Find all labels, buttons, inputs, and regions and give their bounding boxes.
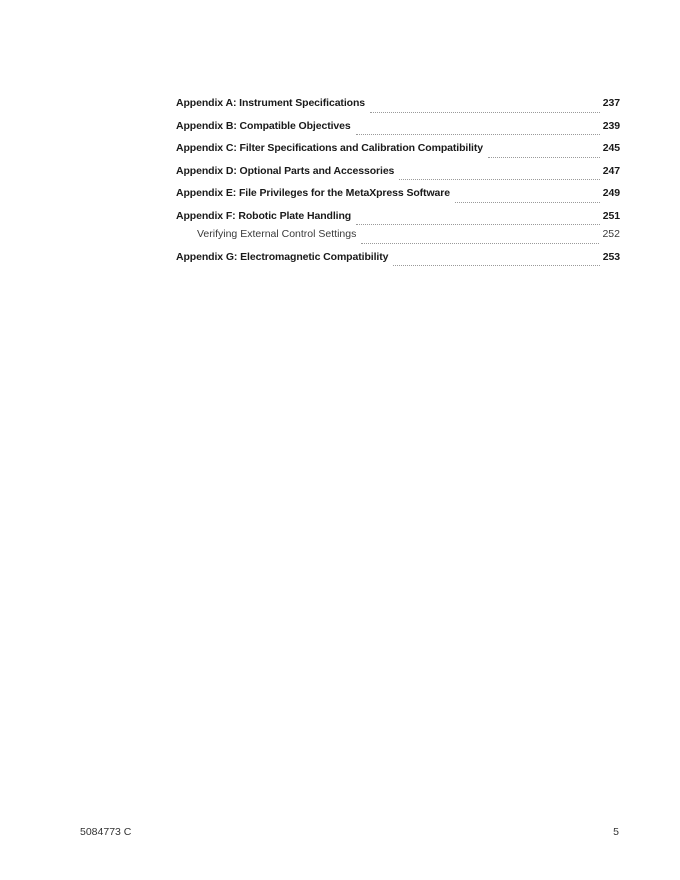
toc-entry-label: Appendix B: Compatible Objectives [176, 119, 351, 132]
toc-leader-dots [399, 178, 599, 180]
toc-entry-label: Appendix E: File Privileges for the MetaXpress Software [176, 187, 450, 199]
toc-leader-dots [356, 133, 600, 135]
toc-entry-page: 251 [602, 209, 620, 222]
toc-entry-label: Appendix A: Instrument Specifications [176, 97, 366, 109]
toc-entry-label: Appendix F: Robotic Plate Handling [176, 209, 352, 222]
toc-entry-label: Appendix D: Optional Parts and Accessories [176, 164, 395, 177]
toc-entry-label: Appendix G: Electromagnetic Compatibility [176, 250, 389, 263]
toc-entry-label: Appendix C: Filter Specifications and Calibration Compatibility [176, 142, 483, 154]
toc-entry-page: 249 [602, 187, 620, 199]
toc-entry-appendix-b[interactable] [176, 118, 620, 141]
toc-leader-dots [356, 223, 600, 225]
toc-entry-appendix-c[interactable] [176, 140, 620, 163]
toc-entry-page: 252 [602, 227, 620, 240]
footer-document-number: 5084773 C [80, 826, 132, 838]
toc-entry-appendix-e[interactable] [176, 185, 620, 208]
toc-entry-label: Verifying External Control Settings [197, 227, 357, 240]
toc-leader-dots [455, 201, 600, 203]
toc-leader-dots [370, 111, 600, 113]
toc-leader-dots [361, 242, 599, 244]
toc-entry-appendix-a[interactable] [176, 95, 620, 118]
toc-subentry-verifying-external-control[interactable] [176, 227, 620, 249]
toc-entry-page: 245 [602, 142, 620, 154]
toc-entry-page: 239 [602, 119, 620, 132]
table-of-contents [176, 95, 620, 271]
toc-entry-page: 253 [602, 250, 620, 263]
toc-entry-page: 247 [602, 164, 620, 177]
toc-entry-page: 237 [602, 97, 620, 109]
footer-page-number: 5 [613, 826, 619, 838]
toc-entry-appendix-g[interactable] [176, 249, 620, 272]
toc-leader-dots [488, 156, 600, 158]
toc-leader-dots [393, 264, 599, 266]
toc-entry-appendix-d[interactable] [176, 163, 620, 186]
